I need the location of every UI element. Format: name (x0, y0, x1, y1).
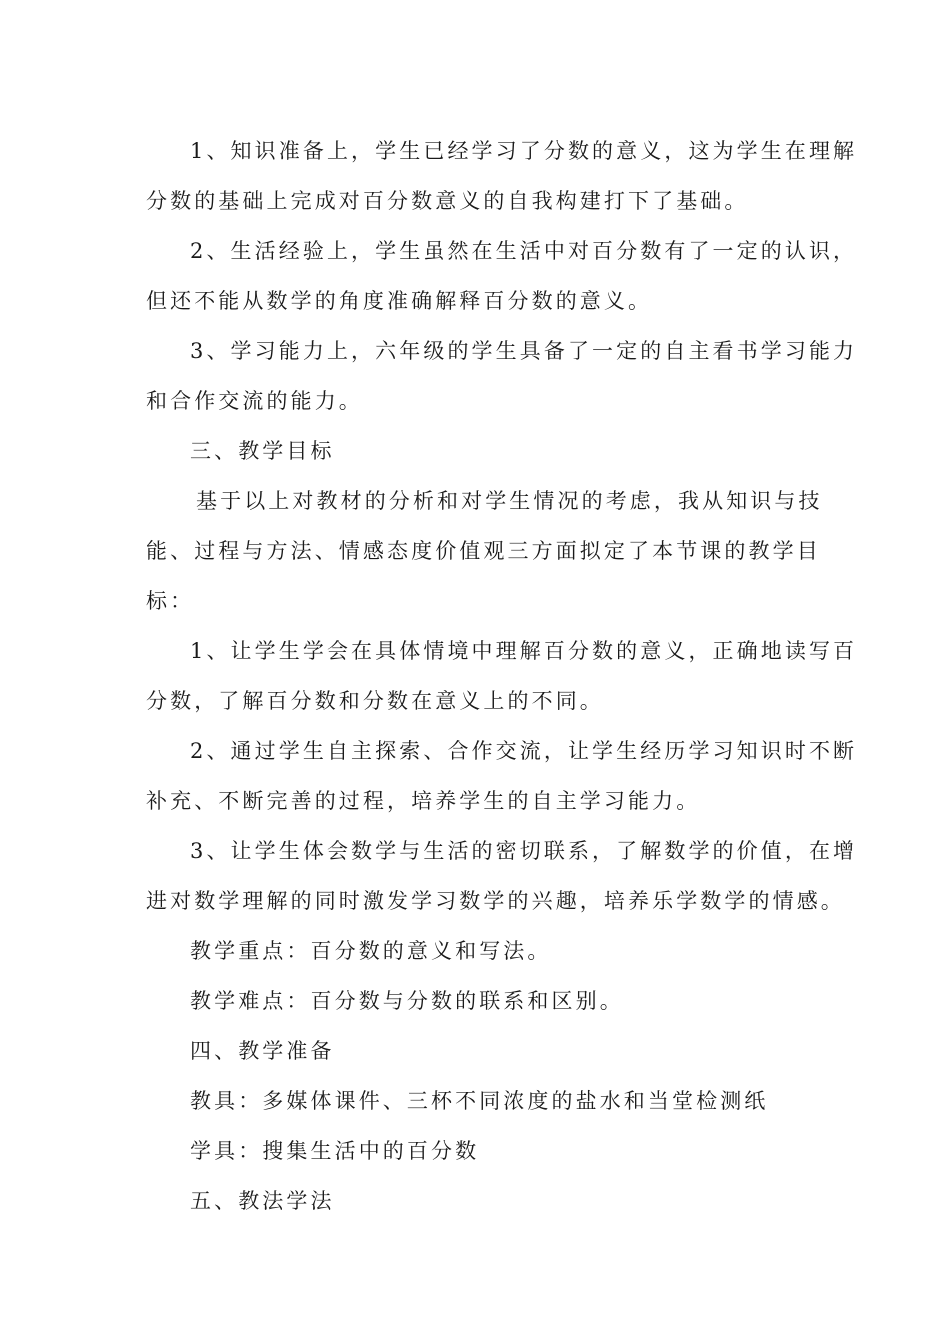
paragraph-line: 教具：多媒体课件、三杯不同浓度的盐水和当堂检测纸 (190, 1089, 769, 1113)
paragraph-line: 3、让学生体会数学与生活的密切联系，了解数学的价值，在增 (190, 839, 858, 863)
paragraph-line: 1、知识准备上，学生已经学习了分数的意义，这为学生在理解 (190, 139, 858, 163)
paragraph-line: 进对数学理解的同时激发学习数学的兴趣，培养乐学数学的情感。 (146, 889, 845, 913)
paragraph-line: 分数，了解百分数和分数在意义上的不同。 (146, 689, 604, 713)
paragraph-line: 2、生活经验上，学生虽然在生活中对百分数有了一定的认识， (190, 239, 858, 263)
paragraph-line: 但还不能从数学的角度准确解释百分数的意义。 (146, 289, 653, 313)
paragraph-line: 补充、不断完善的过程，培养学生的自主学习能力。 (146, 789, 701, 813)
paragraph-line: 标： (146, 589, 195, 613)
section-heading: 五、教法学法 (190, 1189, 335, 1213)
paragraph-line: 能、过程与方法、情感态度价值观三方面拟定了本节课的教学目 (146, 539, 821, 563)
paragraph-line: 教学重点：百分数的意义和写法。 (190, 939, 552, 963)
paragraph-line: 和合作交流的能力。 (146, 389, 363, 413)
paragraph-line: 基于以上对教材的分析和对学生情况的考虑，我从知识与技 (196, 489, 823, 513)
section-heading: 四、教学准备 (190, 1039, 335, 1063)
paragraph-line: 1、让学生学会在具体情境中理解百分数的意义，正确地读写百 (190, 639, 858, 663)
paragraph-line: 3、学习能力上，六年级的学生具备了一定的自主看书学习能力 (190, 339, 858, 363)
paragraph-line: 学具：搜集生活中的百分数 (190, 1139, 480, 1163)
paragraph-line: 教学难点：百分数与分数的联系和区别。 (190, 989, 624, 1013)
paragraph-line: 分数的基础上完成对百分数意义的自我构建打下了基础。 (146, 189, 749, 213)
section-heading: 三、教学目标 (190, 439, 335, 463)
paragraph-line: 2、通过学生自主探索、合作交流，让学生经历学习知识时不断 (190, 739, 858, 763)
